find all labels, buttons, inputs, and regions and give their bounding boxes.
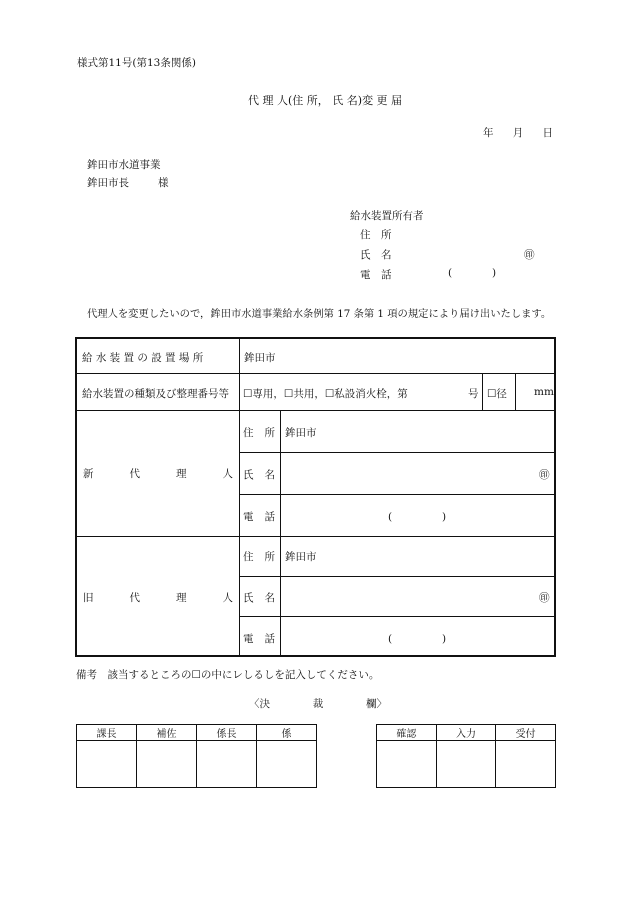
approval-stamp-cell xyxy=(377,741,437,788)
install-location-value: 鉾田市 xyxy=(244,352,276,364)
application-table xyxy=(75,337,556,657)
year-label: 年 xyxy=(483,127,494,139)
addressee-mayor: 鉾田市長 xyxy=(87,177,129,189)
approval-header: 受付 xyxy=(496,725,556,741)
old-phone-paren-close: ) xyxy=(442,633,447,645)
new-phone-paren-open: ( xyxy=(388,511,393,523)
diameter-unit: mm xyxy=(534,386,554,398)
diameter-label: ☐径 xyxy=(487,388,507,400)
approval-stamp-cell xyxy=(77,741,137,788)
new-phone-label: 電 話 xyxy=(243,511,275,523)
old-address-label: 住 所 xyxy=(243,551,275,563)
approval-stamp-cell xyxy=(496,741,556,788)
addressee-org: 鉾田市水道事業 xyxy=(87,159,161,171)
device-type-options: ☐専用，☐共用，☐私設消火栓，第 xyxy=(243,388,408,400)
approval-table-right xyxy=(376,724,556,788)
date-line xyxy=(483,125,553,140)
approval-header: 係長 xyxy=(197,725,257,741)
number-suffix: 号 xyxy=(468,388,479,400)
month-label: 月 xyxy=(512,127,524,139)
day-label: 日 xyxy=(542,127,553,139)
old-phone-paren-open: ( xyxy=(388,633,393,645)
owner-phone-paren-open: ( xyxy=(448,267,453,279)
column-divider xyxy=(482,373,483,411)
device-type-label: 給水装置の種類及び整理番号等 xyxy=(82,388,229,400)
approval-header: 係 xyxy=(257,725,317,741)
new-address-value: 鉾田市 xyxy=(285,427,317,439)
old-seal: ㊞ xyxy=(539,592,550,604)
addressee-honorific: 様 xyxy=(158,177,169,189)
statement-text: 代理人を変更したいので，鉾田市水道事業給水条例第 17 条第 1 項の規定により届け出いたします。 xyxy=(87,308,552,320)
approval-stamp-cell xyxy=(436,741,496,788)
form-number: 様式第11号(第13条関係) xyxy=(77,57,196,69)
old-address-value: 鉾田市 xyxy=(285,551,317,563)
install-location-label: 給 水 装 置 の 設 置 場 所 xyxy=(82,352,204,364)
old-phone-label: 電 話 xyxy=(243,633,275,645)
old-agent-label: 旧 代 理 人 xyxy=(83,592,233,604)
approval-stamp-cell xyxy=(197,741,257,788)
approval-heading: 〈決 裁 欄〉 xyxy=(249,698,387,710)
owner-phone-label: 電 話 xyxy=(360,269,392,281)
approval-stamp-cell xyxy=(257,741,317,788)
owner-seal: ㊞ xyxy=(524,249,535,261)
column-divider xyxy=(280,410,281,655)
row-divider xyxy=(239,494,554,495)
remarks: 備考 該当するところの☐の中にレしるしを記入してください。 xyxy=(76,669,380,681)
row-divider xyxy=(239,616,554,617)
new-seal: ㊞ xyxy=(539,469,550,481)
row-divider xyxy=(239,452,554,453)
owner-address-label: 住 所 xyxy=(360,229,392,241)
new-agent-label: 新 代 理 人 xyxy=(83,468,233,480)
approval-stamp-cell xyxy=(137,741,197,788)
row-divider xyxy=(77,536,554,537)
owner-heading: 給水装置所有者 xyxy=(350,210,424,222)
new-name-label: 氏 名 xyxy=(243,469,275,481)
approval-header: 確認 xyxy=(377,725,437,741)
document-title: 代 理 人(住 所， 氏 名)変 更 届 xyxy=(248,94,403,107)
row-divider xyxy=(239,576,554,577)
approval-header: 入力 xyxy=(436,725,496,741)
owner-phone-paren-close: ) xyxy=(492,267,497,279)
column-divider xyxy=(515,373,516,411)
new-address-label: 住 所 xyxy=(243,427,275,439)
approval-header: 課長 xyxy=(77,725,137,741)
old-name-label: 氏 名 xyxy=(243,592,275,604)
approval-header: 補佐 xyxy=(137,725,197,741)
approval-table-left xyxy=(76,724,317,788)
new-phone-paren-close: ) xyxy=(442,511,447,523)
column-divider xyxy=(239,339,240,655)
owner-name-label: 氏 名 xyxy=(360,249,392,261)
